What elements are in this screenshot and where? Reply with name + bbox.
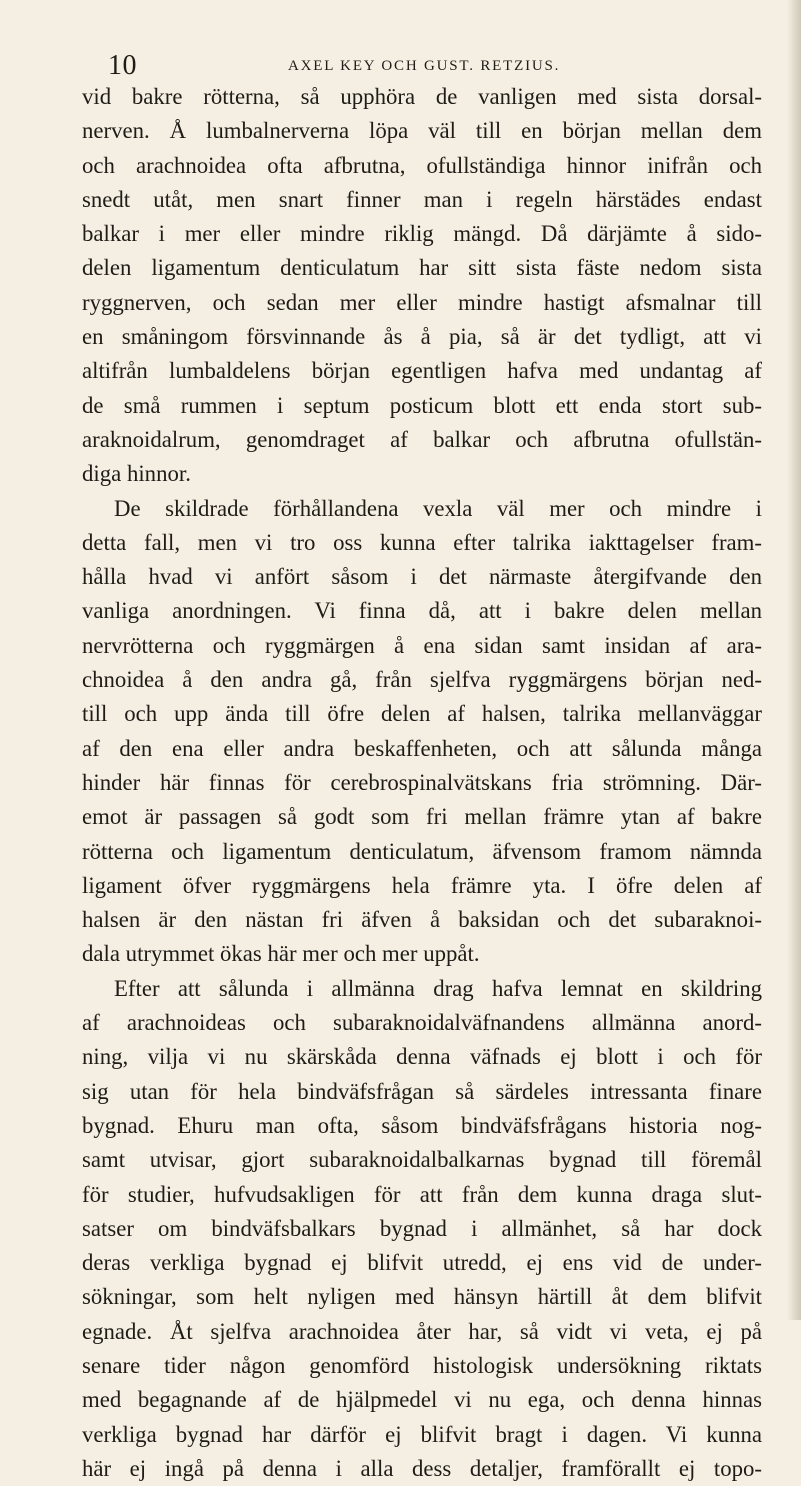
text-line: detta fall, men vi tro oss kunna efter talrika iakttagelser fram-: [82, 529, 762, 555]
text-line: verkliga bygnad har därför ej blifvit bragt i dagen. Vi kunna: [82, 1421, 762, 1447]
text-line: hålla hvad vi anfört såsom i det närmaste återgifvande den: [82, 564, 762, 590]
text-line: för studier, hufvudsakligen för att från dem kunna draga slut-: [82, 1181, 762, 1207]
text-line: Efter att sålunda i allmänna drag hafva lemnat en skildring: [114, 975, 762, 1001]
text-line: här ej ingå på denna i alla dess detaljer, framförallt ej topo-: [82, 1455, 762, 1481]
text-line: araknoidalrum, genomdraget af balkar och afbrutna ofullstän-: [82, 426, 762, 452]
text-line: vanliga anordningen. Vi finna då, att i bakre delen mellan: [82, 598, 762, 624]
text-line: nervrötterna och ryggmärgen å ena sidan samt insidan af ara-: [82, 632, 762, 658]
text-line: ligament öfver ryggmärgens hela främre yta. I öfre delen af: [82, 872, 762, 898]
text-line: snedt utåt, men snart finner man i regeln härstädes endast: [82, 186, 762, 212]
text-line: hinder här finnas för cerebrospinalvätskans fria strömning. Där-: [82, 769, 762, 795]
text-line: chnoidea å den andra gå, från sjelfva ryggmärgens början ned-: [82, 667, 762, 693]
text-line: altifrån lumbaldelens början egentligen hafva med undantag af: [82, 358, 762, 384]
text-line: till och upp ända till öfre delen af halsen, talrika mellanväggar: [82, 701, 762, 727]
text-line: ning, vilja vi nu skärskåda denna väfnads ej blott i och för: [82, 1044, 762, 1070]
text-line: rötterna och ligamentum denticulatum, äfvensom framom nämnda: [82, 838, 762, 864]
text-line: af den ena eller andra beskaffenheten, och att sålunda många: [82, 735, 762, 761]
text-line: ryggnerven, och sedan mer eller mindre hastigt afsmalnar till: [82, 289, 762, 315]
text-line: vid bakre rötterna, så upphöra de vanligen med sista dorsal-: [82, 84, 762, 109]
text-line: bygnad. Ehuru man ofta, såsom bindväfsfrågans historia nog-: [82, 1112, 762, 1138]
running-head: AXEL KEY OCH GUST. RETZIUS.: [288, 58, 561, 74]
text-line: diga hinnor.: [82, 461, 191, 487]
text-line: balkar i mer eller mindre riklig mängd. Då därjämte å sido-: [82, 221, 762, 247]
text-line: de små rummen i septum posticum blott ett enda stort sub-: [82, 392, 762, 418]
text-line: deras verkliga bygnad ej blifvit utredd, ej ens vid de under-: [82, 1250, 762, 1276]
text-line: en småningom försvinnande ås å pia, så är det tydligt, att vi: [82, 324, 762, 350]
body-text: [82, 80, 762, 1486]
text-line: sig utan för hela bindväfsfrågan så särdeles intressanta finare: [82, 1078, 762, 1104]
text-line: satser om bindväfsbalkars bygnad i allmänhet, så har dock: [82, 1215, 762, 1241]
page-header: [80, 50, 760, 80]
text-line: halsen är den nästan fri äfven å baksidan och det subaraknoi-: [82, 907, 762, 933]
text-line: egnade. Åt sjelfva arachnoidea åter har, så vidt vi veta, ej på: [82, 1318, 762, 1344]
text-line: och arachnoidea ofta afbrutna, ofullständiga hinnor inifrån och: [82, 152, 762, 178]
page-number: 10: [108, 50, 137, 81]
page-edge-shadow: [787, 0, 801, 1320]
text-line: dala utrymmet ökas här mer och mer uppåt.: [82, 941, 480, 967]
text-line: emot är passagen så godt som fri mellan främre ytan af bakre: [82, 804, 762, 830]
text-line: De skildrade förhållandena vexla väl mer och mindre i: [114, 495, 762, 521]
text-line: med begagnande af de hjälpmedel vi nu ega, och denna hinnas: [82, 1387, 762, 1413]
text-line: samt utvisar, gjort subaraknoidalbalkarnas bygnad till föremål: [82, 1147, 762, 1173]
text-line: nerven. Å lumbalnerverna löpa väl till en början mellan dem: [82, 118, 762, 144]
text-line: af arachnoideas och subaraknoidalväfnandens allmänna anord-: [82, 1010, 762, 1036]
text-line: delen ligamentum denticulatum har sitt sista fäste nedom sista: [82, 255, 762, 281]
text-line: senare tider någon genomförd histologisk undersökning riktats: [82, 1352, 762, 1378]
text-line: sökningar, som helt nyligen med hänsyn härtill åt dem blifvit: [82, 1284, 762, 1310]
